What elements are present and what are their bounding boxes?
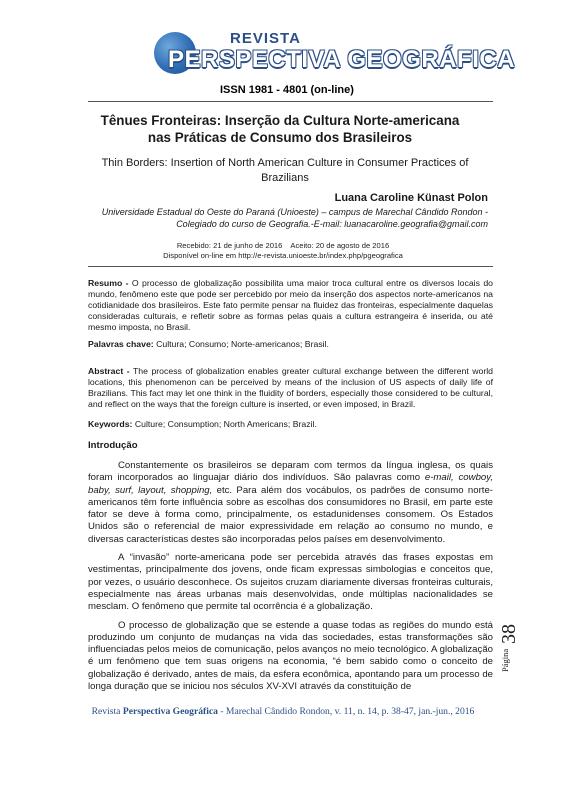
page-value: 38 <box>498 624 520 644</box>
logo-main-text: PERSPECTIVA GEOGRÁFICA <box>168 46 516 73</box>
section-heading-introducao: Introdução <box>88 440 138 451</box>
footer-suffix: - Marechal Cândido Rondon, v. 11, n. 14, p. 38-47, jan.-jun., 2016 <box>217 706 475 717</box>
intro-paragraph-2: A “invasão” norte-americana pode ser percebida através das frases expostas em vestimentas, principalmente dos jovens, onde ficam expressas simbologias e conceitos que, por vezes, o usuário desconhece. Os sujeitos cruzam diariamente diversas fronteiras culturais, especialmente nas áreas urbanas mais desenvolvidas, onde múltiplas nacionalidades se mesclam. O fenômeno que permite tal ocorrência é a globalização. <box>88 552 493 613</box>
article-title: Tênues Fronteiras: Inserção da Cultura Norte-americana nas Práticas de Consumo dos Brasileiros <box>100 113 460 145</box>
intro-paragraph-1 <box>88 460 493 546</box>
abstract-divider <box>88 266 493 267</box>
abstract-label: Abstract - <box>88 366 130 376</box>
logo-revista-text: REVISTA <box>230 30 301 47</box>
keywords <box>88 419 493 430</box>
resumo-text: O processo de globalização possibilita uma maior troca cultural entre os diversos locais do mundo, fenômeno este que pode ser percebido por meio da inserção dos aspectos norte-americanos na cotidianidade dos brasileiros. Este fato permite pensar na fluidez das fronteiras, especialmente daquelas consideradas culturais, e refletir sobre as formas pelas quais a cultura estrangeira é inserida, ou até mesmo imposta, no Brasil. <box>88 278 493 332</box>
article-title-english: Thin Borders: Insertion of North American Culture in Consumer Practices of Brazilians <box>101 157 469 184</box>
palavras-chave-label: Palavras chave: <box>88 339 154 349</box>
online-availability: Disponível on-line em http://e-revista.unioeste.br/index.php/pgeografica <box>163 251 403 260</box>
publication-dates <box>0 241 566 261</box>
intro-p1-text-a: Constantemente os brasileiros se deparam com termos da língua inglesa, os quais foram incorporados ao linguajar diário dos indivíduos. São palavras como <box>88 460 493 484</box>
abstract <box>88 366 493 410</box>
keywords-label: Keywords: <box>88 419 133 429</box>
introduction-body <box>88 460 493 693</box>
page-label: Página <box>500 648 510 672</box>
palavras-chave <box>88 339 493 350</box>
page-number <box>498 612 522 674</box>
intro-paragraph-3: O processo de globalização que se estende a quase todas as regiões do mundo está produzindo um conjunto de mudanças na vida das sociedades, estas transformações são influenciadas pelos meios de comunicação, pelos avanços no meio tecnológico. A globalização é um fenômeno que tem suas origens na economia, “é bem sabido como o conceito de globalização é derivado, antes de mais, da esfera econômica, apontando para um processo de longa duração que se iniciou nos séculos XV-XVI através da constituição de <box>88 619 493 693</box>
author-name: Luana Caroline Künast Polon <box>334 192 488 204</box>
issn: ISSN 1981 - 4801 (on-line) <box>220 84 354 96</box>
abstract-text: The process of globalization enables greater cultural exchange between the different world locations, this phenomenon can be perceived by means of the inclusion of US aspects of daily life of Brazilians. This fact may let one think in the fluidity of borders, especially those considered to be cultural, and reflect on the ways that the foreign culture is inserted, or even imposed, in Brazil. <box>88 366 493 409</box>
intro-p1-text-b: etc. Para além dos vocábulos, os padrões de consumo norte-americanos têm forte influência sobre as escolhas dos consumidores no Brasil, em parte este fator se deve à forma como, principalmente, os estadunidenses consomem. Os Estados Unidos são o referencial de maior expressividade em relação ao consumo no mundo, e diversas características destes são incorporadas pelos países em desenvolvimento. <box>88 484 493 545</box>
keywords-text: Culture; Consumption; North Americans; Brazil. <box>132 419 317 429</box>
resumo <box>88 278 493 333</box>
intro-p1-italic-terms: e-mail, cowboy, baby, surf, layout, shopping, <box>88 472 493 496</box>
resumo-label: Resumo - <box>88 278 129 288</box>
footer-prefix: Revista <box>91 706 123 717</box>
palavras-chave-text: Cultura; Consumo; Norte-americanos; Brasil. <box>153 339 329 349</box>
footer-citation <box>0 706 566 717</box>
footer-journal: Perspectiva Geográfica <box>122 706 218 717</box>
author-affiliation: Universidade Estadual do Oeste do Paraná (Unioeste) – campus de Marechal Cândido Rondon - Colegiado do curso de Geografia.-E-mail: luanacaroline.geografia@gmail.com <box>101 207 488 229</box>
received-accepted: Recebido: 21 de junho de 2016 Aceito: 20 de agosto de 2016 <box>176 241 390 250</box>
header-divider <box>88 101 493 102</box>
journal-logo <box>150 28 516 84</box>
